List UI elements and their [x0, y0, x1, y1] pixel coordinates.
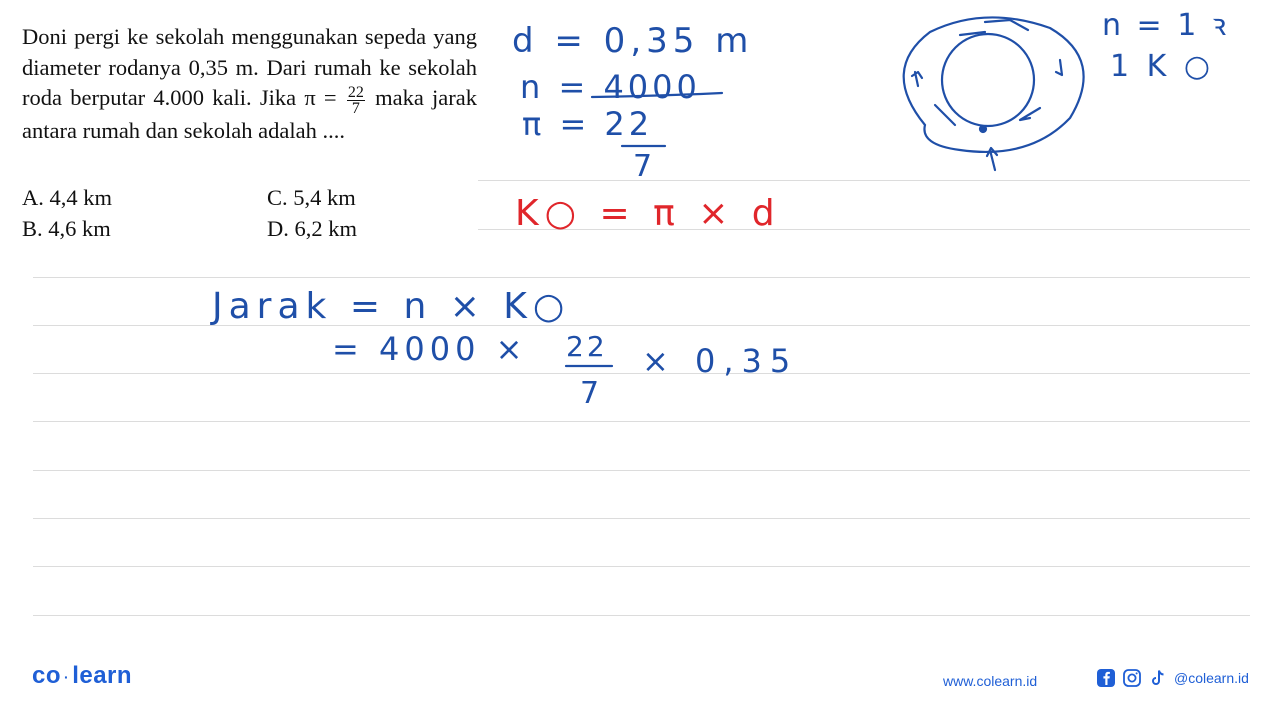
instagram-icon[interactable]	[1122, 668, 1142, 688]
logo-co: co	[32, 662, 62, 689]
option-c[interactable]: C. 5,4 km	[267, 185, 356, 210]
social-handle[interactable]: @colearn.id	[1174, 670, 1249, 686]
hw-formula-circumference: K○ = π × d	[515, 193, 781, 234]
hw-pi: π = 22	[522, 105, 654, 143]
logo-dot: ·	[64, 668, 70, 685]
option-d[interactable]: D. 6,2 km	[267, 216, 357, 241]
wheel-diagram	[904, 17, 1084, 170]
tiktok-icon[interactable]	[1148, 668, 1168, 688]
social-links	[1096, 668, 1249, 688]
pi-fraction-denominator: 7	[351, 99, 360, 117]
question-text-part2: maka jarak antara rumah dan sekolah adalah ....	[22, 85, 477, 143]
hw-distance-substitution-b: × 0,35	[642, 342, 799, 380]
hw-diameter: d = 0,35 m	[512, 21, 754, 61]
colearn-logo	[32, 662, 132, 690]
question-text-part1: Doni pergi ke sekolah menggunakan sepeda yang diameter rodanya 0,35 m. Dari rumah ke sekolah roda berputar 4.000 kali. Jika π =	[22, 24, 477, 111]
option-b[interactable]: B. 4,6 km	[22, 216, 111, 241]
facebook-icon[interactable]	[1096, 668, 1116, 688]
hw-distance-formula: Jarak = n × K○	[212, 286, 571, 327]
option-a[interactable]: A. 4,4 km	[22, 185, 112, 210]
hw-one-rotation: n = 1 ꝛ	[1102, 8, 1230, 43]
hw-one-circumference: 1 K ○	[1110, 49, 1215, 84]
hw-distance-denominator: 7	[580, 376, 600, 411]
hw-rotations: n = 4000	[520, 68, 701, 106]
logo-learn: learn	[72, 662, 133, 689]
hw-distance-substitution-a: = 4000 ×	[332, 330, 528, 368]
website-link[interactable]: www.colearn.id	[943, 673, 1038, 689]
pi-fraction-numerator: 22	[347, 83, 364, 101]
hw-pi-denominator: 7	[633, 149, 653, 184]
hw-distance-numerator: 22	[566, 330, 608, 363]
